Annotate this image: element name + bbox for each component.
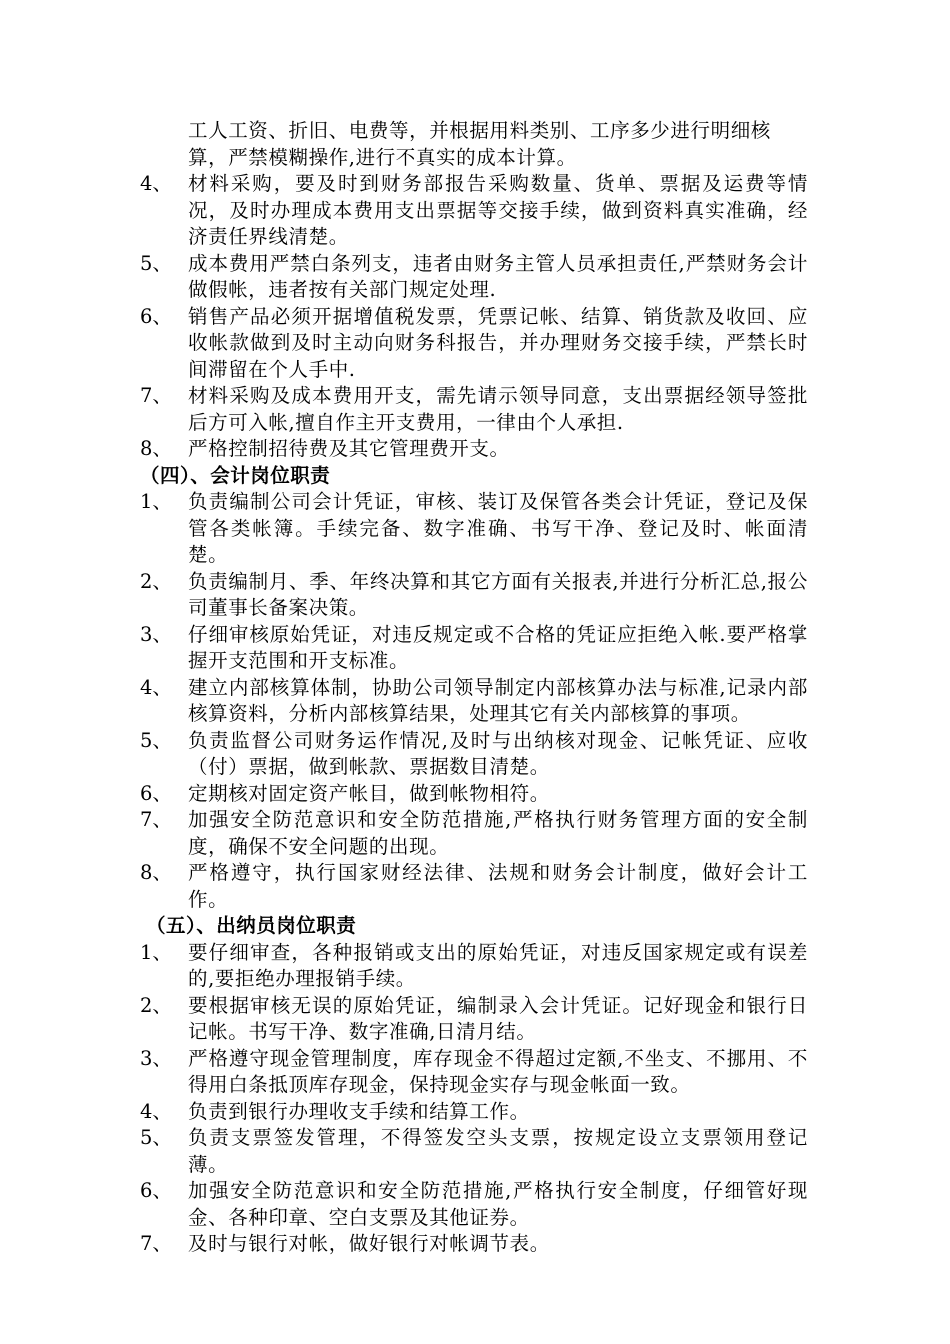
- item-text: 建立内部核算体制，协助公司领导制定内部核算办法与标准,记录内部核算资料，分析内部核算结果，处理其它有关内部核算的事项。: [188, 675, 808, 725]
- item-text: 负责支票签发管理，不得签发空头支票，按规定设立支票领用登记薄。: [188, 1126, 808, 1176]
- list-item: [0, 781, 950, 808]
- item-text: 要仔细审查，各种报销或支出的原始凭证，对违反国家规定或有误差的,要拒绝办理报销手续。: [188, 940, 808, 990]
- item-number: 7、: [140, 384, 172, 407]
- list-item: [0, 807, 950, 860]
- item-text: 仔细审核原始凭证，对违反规定或不合格的凭证应拒绝入帐.要严格掌握开支范围和开支标准。: [188, 622, 808, 672]
- item-number: 6、: [140, 1179, 172, 1202]
- item-text: 严格遵守，执行国家财经法律、法规和财务会计制度，做好会计工作。: [188, 861, 808, 911]
- item-number: 4、: [140, 172, 172, 195]
- list-item: [0, 436, 950, 463]
- item-number: 1、: [140, 940, 172, 964]
- item-text: 负责编制公司会计凭证，审核、装订及保管各类会计凭证，登记及保管各类帐簿。手续完备、数字准确、书写干净、登记及时、帐面清楚。: [188, 490, 808, 566]
- section-3-list: [0, 171, 950, 463]
- item-number: 2、: [140, 993, 172, 1017]
- item-number: 3、: [140, 1046, 172, 1070]
- item-number: 7、: [140, 1232, 172, 1255]
- item-number: 5、: [140, 1126, 172, 1149]
- item-number: 6、: [140, 304, 172, 328]
- list-item: [0, 860, 950, 913]
- item-number: 8、: [140, 861, 172, 884]
- list-item: [0, 1099, 950, 1126]
- item-number: 3、: [140, 622, 172, 646]
- item-text: 材料采购，要及时到财务部报告采购数量、货单、票据及运费等情况，及时办理成本费用支出票据等交接手续，做到资料真实准确，经济责任界线清楚。: [188, 172, 808, 248]
- item-text: 加强安全防范意识和安全防范措施,严格执行安全制度，仔细管好现金、各种印章、空白支票及其他证券。: [188, 1179, 808, 1229]
- list-item: [0, 489, 950, 569]
- item-text: 要根据审核无误的原始凭证，编制录入会计凭证。记好现金和银行日记帐。书写干净、数字准确,日清月结。: [188, 993, 808, 1043]
- item-text: 负责监督公司财务运作情况,及时与出纳核对现金、记帐凭证、应收（付）票据，做到帐款、票据数目清楚。: [188, 728, 808, 778]
- list-item: [0, 383, 950, 436]
- list-item: [0, 675, 950, 728]
- item-text: 成本费用严禁白条列支，违者由财务主管人员承担责任,严禁财务会计做假帐，违者按有关部门规定处理.: [188, 251, 808, 301]
- item-number: 4、: [140, 1099, 172, 1123]
- item-text: 负责编制月、季、年终决算和其它方面有关报表,并进行分析汇总,报公司董事长备案决策。: [188, 569, 808, 619]
- item-number: 5、: [140, 728, 172, 752]
- item-number: 7、: [140, 808, 172, 831]
- item-number: 1、: [140, 490, 172, 513]
- item-text: 及时与银行对帐，做好银行对帐调节表。: [188, 1232, 550, 1255]
- item-text: 严格控制招待费及其它管理费开支。: [188, 437, 510, 460]
- item-text: 加强安全防范意识和安全防范措施,严格执行财务管理方面的安全制度，确保不安全问题的出现。: [188, 808, 808, 858]
- section-4-heading: （四）、会计岗位职责: [140, 463, 331, 487]
- item-text: 严格遵守现金管理制度，库存现金不得超过定额,不坐支、不挪用、不得用白条抵顶库存现金，保持现金实存与现金帐面一致。: [188, 1046, 808, 1096]
- item-text: 材料采购及成本费用开支，需先请示领导同意，支出票据经领导签批后方可入帐,擅自作主开支费用，一律由个人承担.: [188, 384, 808, 434]
- list-item: [0, 251, 950, 304]
- section-5-list: [0, 940, 950, 1258]
- item-number: 4、: [140, 675, 172, 699]
- item-number: 6、: [140, 781, 172, 805]
- section-5-heading: （五）、出纳员岗位职责: [146, 914, 357, 937]
- list-item: [0, 171, 950, 251]
- list-item: [0, 1231, 950, 1258]
- list-item: [0, 993, 950, 1046]
- item-number: 2、: [140, 569, 172, 593]
- item-text: 定期核对固定资产帐目，做到帐物相符。: [188, 781, 550, 805]
- document-page: [0, 118, 950, 1258]
- continuation-paragraph: 工人工资、折旧、电费等，并根据用料类别、工序多少进行明细核算，严禁模糊操作,进行不真实的成本计算。: [188, 119, 771, 169]
- item-number: 8、: [140, 437, 172, 460]
- list-item: [0, 1125, 950, 1178]
- section-4-list: [0, 489, 950, 913]
- list-item: [0, 569, 950, 622]
- list-item: [0, 304, 950, 384]
- item-text: 负责到银行办理收支手续和结算工作。: [188, 1099, 530, 1123]
- item-text: 销售产品必须开据增值税发票，凭票记帐、结算、销货款及收回、应收帐款做到及时主动向财务科报告，并办理财务交接手续，严禁长时间滞留在个人手中.: [188, 304, 808, 381]
- list-item: [0, 1046, 950, 1099]
- list-item: [0, 728, 950, 781]
- list-item: [0, 940, 950, 993]
- list-item: [0, 1178, 950, 1231]
- list-item: [0, 622, 950, 675]
- item-number: 5、: [140, 251, 172, 275]
